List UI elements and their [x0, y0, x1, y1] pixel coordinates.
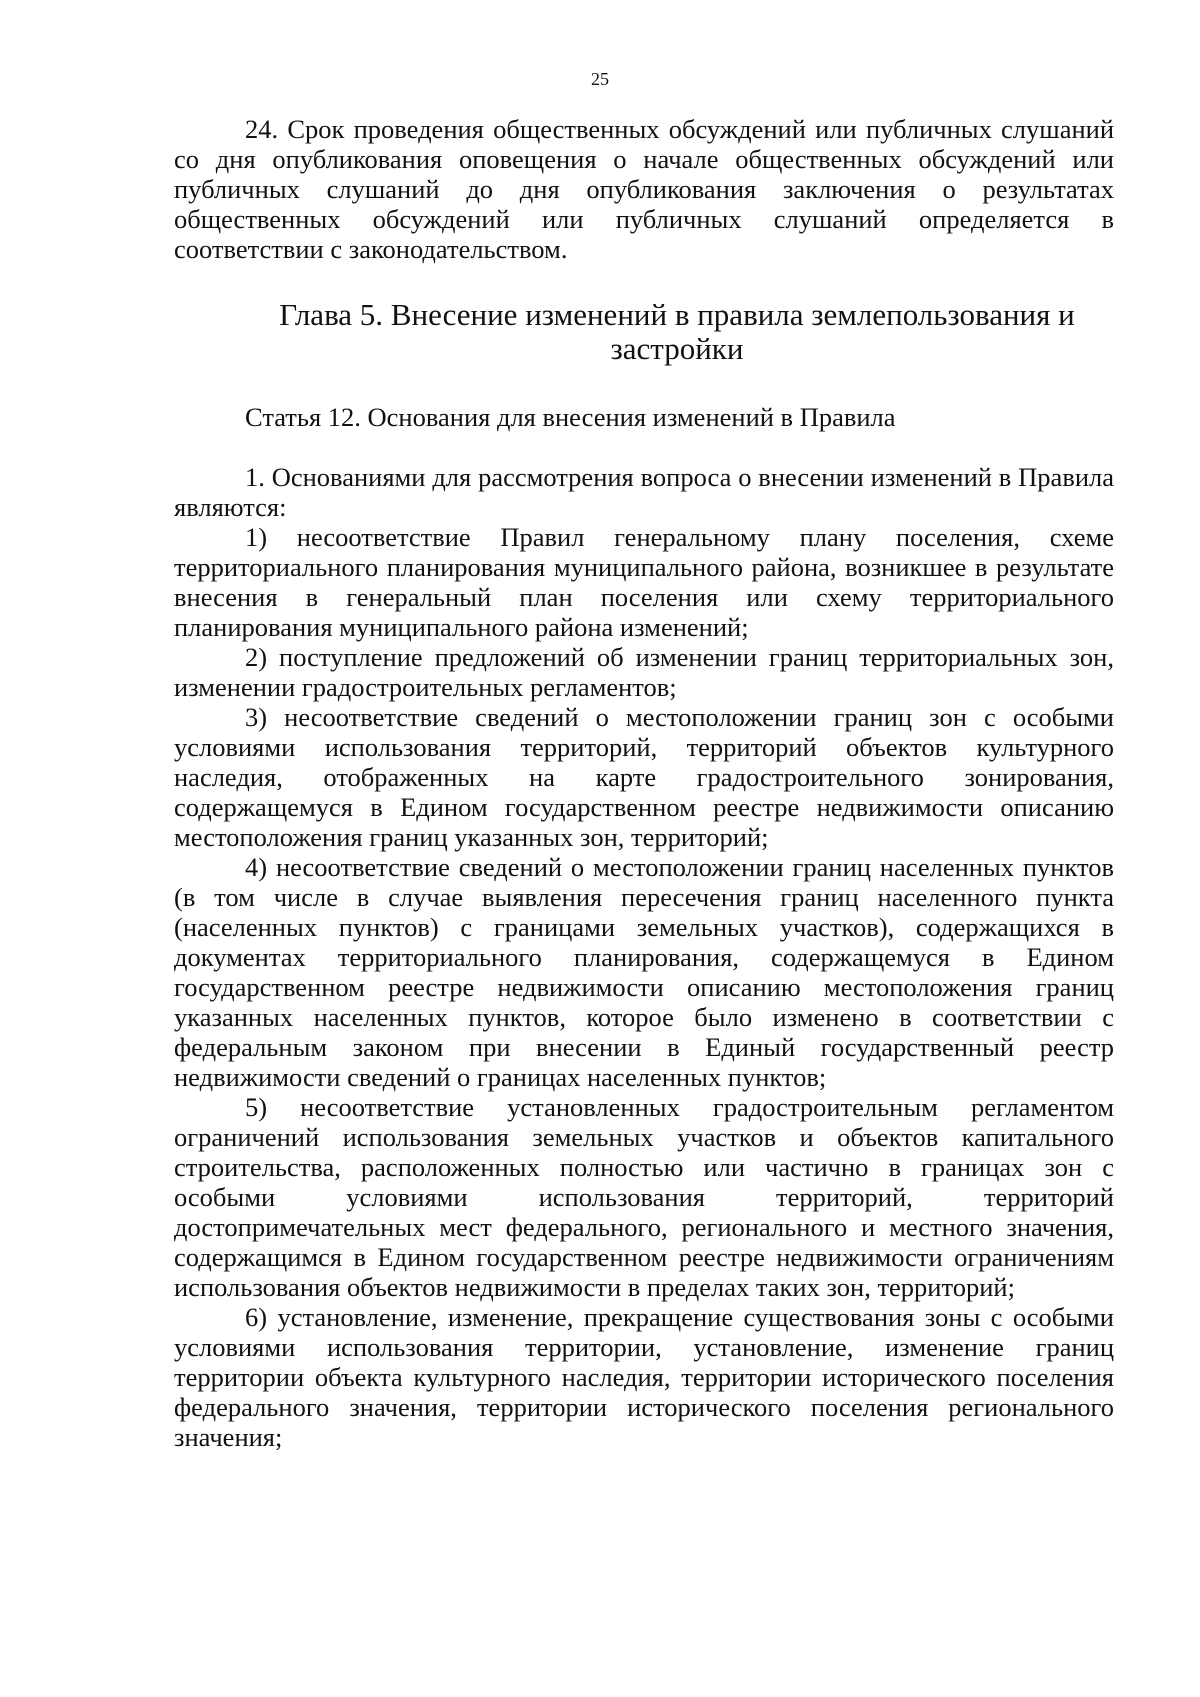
page-number: 25 [591, 69, 609, 89]
list-item-2: 2) поступление предложений об изменении границ территориальных зон, изменении градостроительных регламентов; [174, 642, 1114, 702]
list-item-4: 4) несоответствие сведений о местоположении границ населенных пунктов (в том числе в случае выявления пересечения границ населенного пункта (населенных пунктов) с границами земельных участков), содержащихся в документах территориального планирования, содержащемуся в Едином государственном реестре недвижимости описанию местоположения границ указанных населенных пунктов, которое было изменено в соответствии с федеральным законом при внесении в Единый государственный реестр недвижимости сведений о границах населенных пунктов; [174, 852, 1114, 1092]
paragraph-1: 1. Основаниями для рассмотрения вопроса о внесении изменений в Правила являются: [174, 462, 1114, 522]
list-item-5: 5) несоответствие установленных градостроительным регламентом ограничений использования земельных участков и объектов капитального строительства, расположенных полностью или частично в границах зон с особыми условиями использования территорий, территорий достопримечательных мест федерального, регионального и местного значения, содержащимся в Едином государственном реестре недвижимости ограничениям использования объектов недвижимости в пределах таких зон, территорий; [174, 1092, 1114, 1302]
article-title: Статья 12. Основания для внесения изменений в Правила [245, 402, 896, 432]
chapter-title: Глава 5. Внесение изменений в правила землепользования и застройки [279, 297, 1075, 366]
list-item-6: 6) установление, изменение, прекращение существования зоны с особыми условиями использования территории, установление, изменение границ территории объекта культурного наследия, территории исторического поселения федерального значения, территории исторического поселения регионального значения; [174, 1302, 1114, 1452]
list-item-3: 3) несоответствие сведений о местоположении границ зон с особыми условиями использования территорий, территорий объектов культурного наследия, отображенных на карте градостроительного зонирования, содержащемуся в Едином государственном реестре недвижимости описанию местоположения границ указанных зон, территорий; [174, 702, 1114, 852]
paragraph-24: 24. Срок проведения общественных обсуждений или публичных слушаний со дня опубликования оповещения о начале общественных обсуждений или публичных слушаний до дня опубликования заключения о результатах общественных обсуждений или публичных слушаний определяется в соответствии с законодательством. [174, 114, 1114, 264]
list-item-1: 1) несоответствие Правил генеральному плану поселения, схеме территориального планирования муниципального района, возникшее в результате внесения в генеральный план поселения или схему территориального планирования муниципального района изменений; [174, 522, 1114, 642]
document-body [174, 114, 1114, 1452]
